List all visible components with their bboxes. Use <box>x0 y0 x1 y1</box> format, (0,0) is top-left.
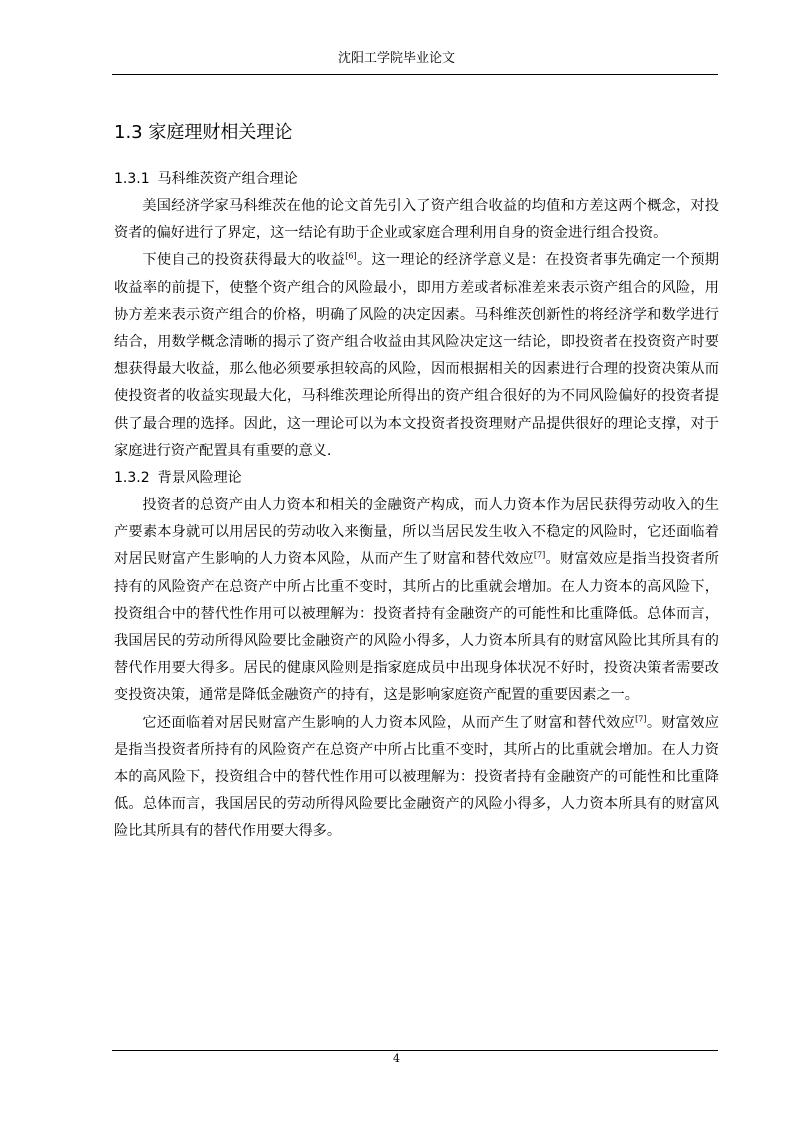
subsection-1-title: 马科维茨资产组合理论 <box>157 171 298 187</box>
subsection-1-paragraph-2 <box>114 247 719 465</box>
paragraph-text: 它还面临着对居民财富产生影响的人力资本风险，从而产生了财富和替代效应 <box>142 714 636 731</box>
header-divider <box>112 74 718 75</box>
footer-divider <box>112 1050 718 1051</box>
subsection-2-heading <box>114 465 719 492</box>
citation-ref-7: [7] <box>533 550 546 560</box>
paragraph-text: 。财富效应是指当投资者所持有的风险资产在总资产中所占比重不变时，其所占的比重就会增加。在人力资本的高风险下，投资组合中的替代性作用可以被理解为：投资者持有金融资产的可能性和比重降低。总体而言，我国居民的劳动所得风险要比金融资产的风险小得多，人力资本所具有的财富风险比其所具有的替代作用要大得多。居民的健康风险则是指家庭成员中出现身体状况不好时，投资决策者需要改变投资决策，通常是降低金融资产的持有，这是影响家庭资产配置的重要因素之一。 <box>114 551 719 704</box>
citation-ref-7: [7] <box>635 713 647 723</box>
citation-ref-6: [6] <box>345 251 357 261</box>
paragraph-text: 投资者的总资产由人力资本和相关的金融资产构成，而人力资本作为居民获得劳动收入的生产要素本身就可以用居民的劳动收入来衡量，所以当居民发生收入不稳定的风险时，它还面临着对居民财富产生影响的人力资本风险，从而产生了财富和替代效应 <box>114 497 719 568</box>
subsection-2-paragraph-1 <box>114 492 719 710</box>
subsection-1-number: 1.3.1 <box>114 171 150 187</box>
subsection-2-number: 1.3.2 <box>114 470 150 487</box>
section-title: 1.3 家庭理财相关理论 <box>114 122 293 143</box>
subsection-1-paragraph-1: 美国经济学家马科维茨在他的论文首先引入了资产组合收益的均值和方差这两个概念，对投资者的偏好进行了界定，这一结论有助于企业或家庭合理利用自身的资金进行组合投资。 <box>114 198 719 242</box>
subsection-2-paragraph-2 <box>114 710 719 846</box>
subsection-1-heading <box>114 166 719 193</box>
document-body <box>114 118 719 846</box>
page-number: 4 <box>393 1052 400 1065</box>
subsection-2-title: 背景风险理论 <box>157 470 242 487</box>
page-header-title: 沈阳工学院毕业论文 <box>337 51 455 66</box>
paragraph-text: 。这一理论的经济学意义是：在投资者事先确定一个预期收益率的前提下，使整个资产组合的风险最小，即用方差或者标准差来表示资产组合的风险，用协方差来表示资产组合的价格，明确了风险的决定因素。马科维茨创新性的将经济学和数学进行结合，用数学概念清晰的揭示了资产组合收益由其风险决定这一结论，即投资者在投资资产时要想获得最大收益，那么他必须要承担较高的风险，因而根据相关的因素进行合理的投资决策从而使投资者的收益实现最大化，马科维茨理论所得出的资产组合很好的为不同风险偏好的投资者提供了最合理的选择。因此，这一理论可以为本文投资者投资理财产品提供很好的理论支撑，对于家庭进行资产配置具有重要的意义. <box>114 252 719 459</box>
paragraph-text: 下使自己的投资获得最大的收益 <box>142 252 346 269</box>
paragraph-text: 。财富效应是指当投资者所持有的风险资产在总资产中所占比重不变时，其所占的比重就会增加。在人力资本的高风险下，投资组合中的替代性作用可以被理解为：投资者持有金融资产的可能性和比重降低。总体而言，我国居民的劳动所得风险要比金融资产的风险小得多，人力资本所具有的财富风险比其所具有的替代作用要大得多。 <box>114 714 719 840</box>
